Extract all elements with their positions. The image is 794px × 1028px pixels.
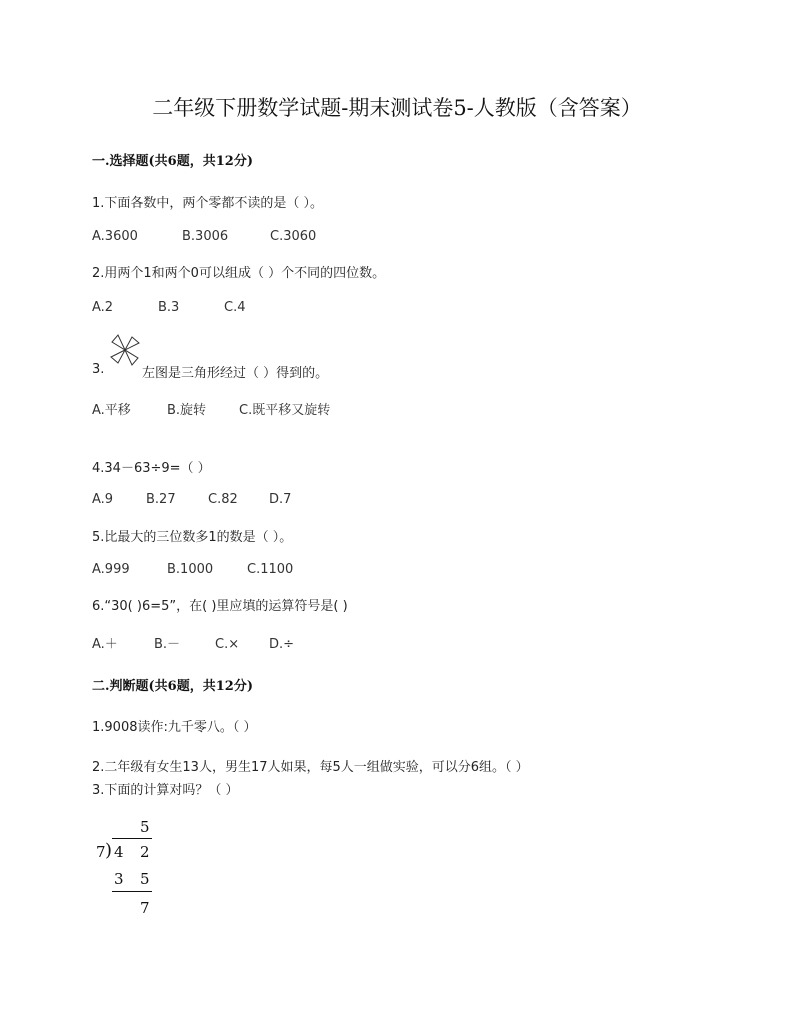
option-c: C.82 [208, 492, 238, 507]
question-2-options [92, 300, 245, 315]
option-c: C.1100 [247, 562, 294, 577]
option-a: A.999 [92, 562, 130, 577]
option-d: D.7 [269, 492, 292, 507]
question-6-text: 6.“30( )6=5”，在( )里应填的运算符号是( ) [92, 599, 348, 614]
option-d: D.÷ [269, 637, 295, 652]
division-bracket: ) [105, 840, 113, 861]
option-b: B.旋转 [167, 403, 207, 418]
option-b: B.3 [158, 300, 180, 315]
division-bar [112, 838, 152, 839]
option-b: B.3006 [182, 229, 229, 244]
division-dividend-ones: 2 [140, 843, 150, 861]
section-heading-judgement: 二.判断题(共6题，共12分) [92, 679, 253, 694]
judgement-3-text: 3.下面的计算对吗？（ ） [92, 783, 239, 798]
option-b: B.－ [154, 637, 181, 652]
judgement-2-text: 2.二年级有女生13人，男生17人如果，每5人一组做实验，可以分6组。（ ） [92, 760, 529, 775]
option-a: A.9 [92, 492, 114, 507]
division-subtract-line [112, 891, 152, 892]
option-a: A.3600 [92, 229, 138, 244]
division-quotient: 5 [140, 818, 150, 836]
question-5-options [92, 562, 293, 577]
option-c: C.既平移又旋转 [239, 403, 331, 418]
question-4-text: 4.34－63÷9=（ ） [92, 461, 211, 476]
division-product-tens: 3 [114, 870, 124, 888]
division-dividend-tens: 4 [114, 843, 124, 861]
question-5-text: 5.比最大的三位数多1的数是（ ）。 [92, 530, 293, 545]
option-c: C.4 [224, 300, 246, 315]
question-6-options [92, 633, 294, 652]
option-a: A.＋ [92, 637, 118, 652]
page-title: 二年级下册数学试题-期末测试卷5-人教版（含答案） [152, 96, 642, 120]
question-2-text: 2.用两个1和两个0可以组成（ ）个不同的四位数。 [92, 266, 386, 281]
option-a: A.2 [92, 300, 114, 315]
pinwheel-triangles-icon [108, 333, 142, 367]
question-3-number: 3. [92, 362, 105, 377]
option-c: C.3060 [270, 229, 317, 244]
question-4-options [92, 492, 291, 507]
question-1-options [92, 229, 316, 244]
section-heading-choice: 一.选择题(共6题，共12分) [92, 154, 253, 169]
question-3-options [92, 399, 330, 418]
option-b: B.1000 [167, 562, 214, 577]
division-remainder: 7 [140, 899, 150, 917]
judgement-1-text: 1.9008读作:九千零八。（ ） [92, 720, 257, 735]
option-a: A.平移 [92, 403, 131, 418]
question-1-text: 1.下面各数中，两个零都不读的是（ ）。 [92, 196, 324, 211]
option-c: C.× [215, 637, 240, 652]
division-divisor: 7 [96, 843, 106, 861]
division-product-ones: 5 [140, 870, 150, 888]
question-3-text: 左图是三角形经过（ ）得到的。 [142, 366, 329, 381]
long-division-figure [92, 818, 162, 918]
option-b: B.27 [146, 492, 176, 507]
